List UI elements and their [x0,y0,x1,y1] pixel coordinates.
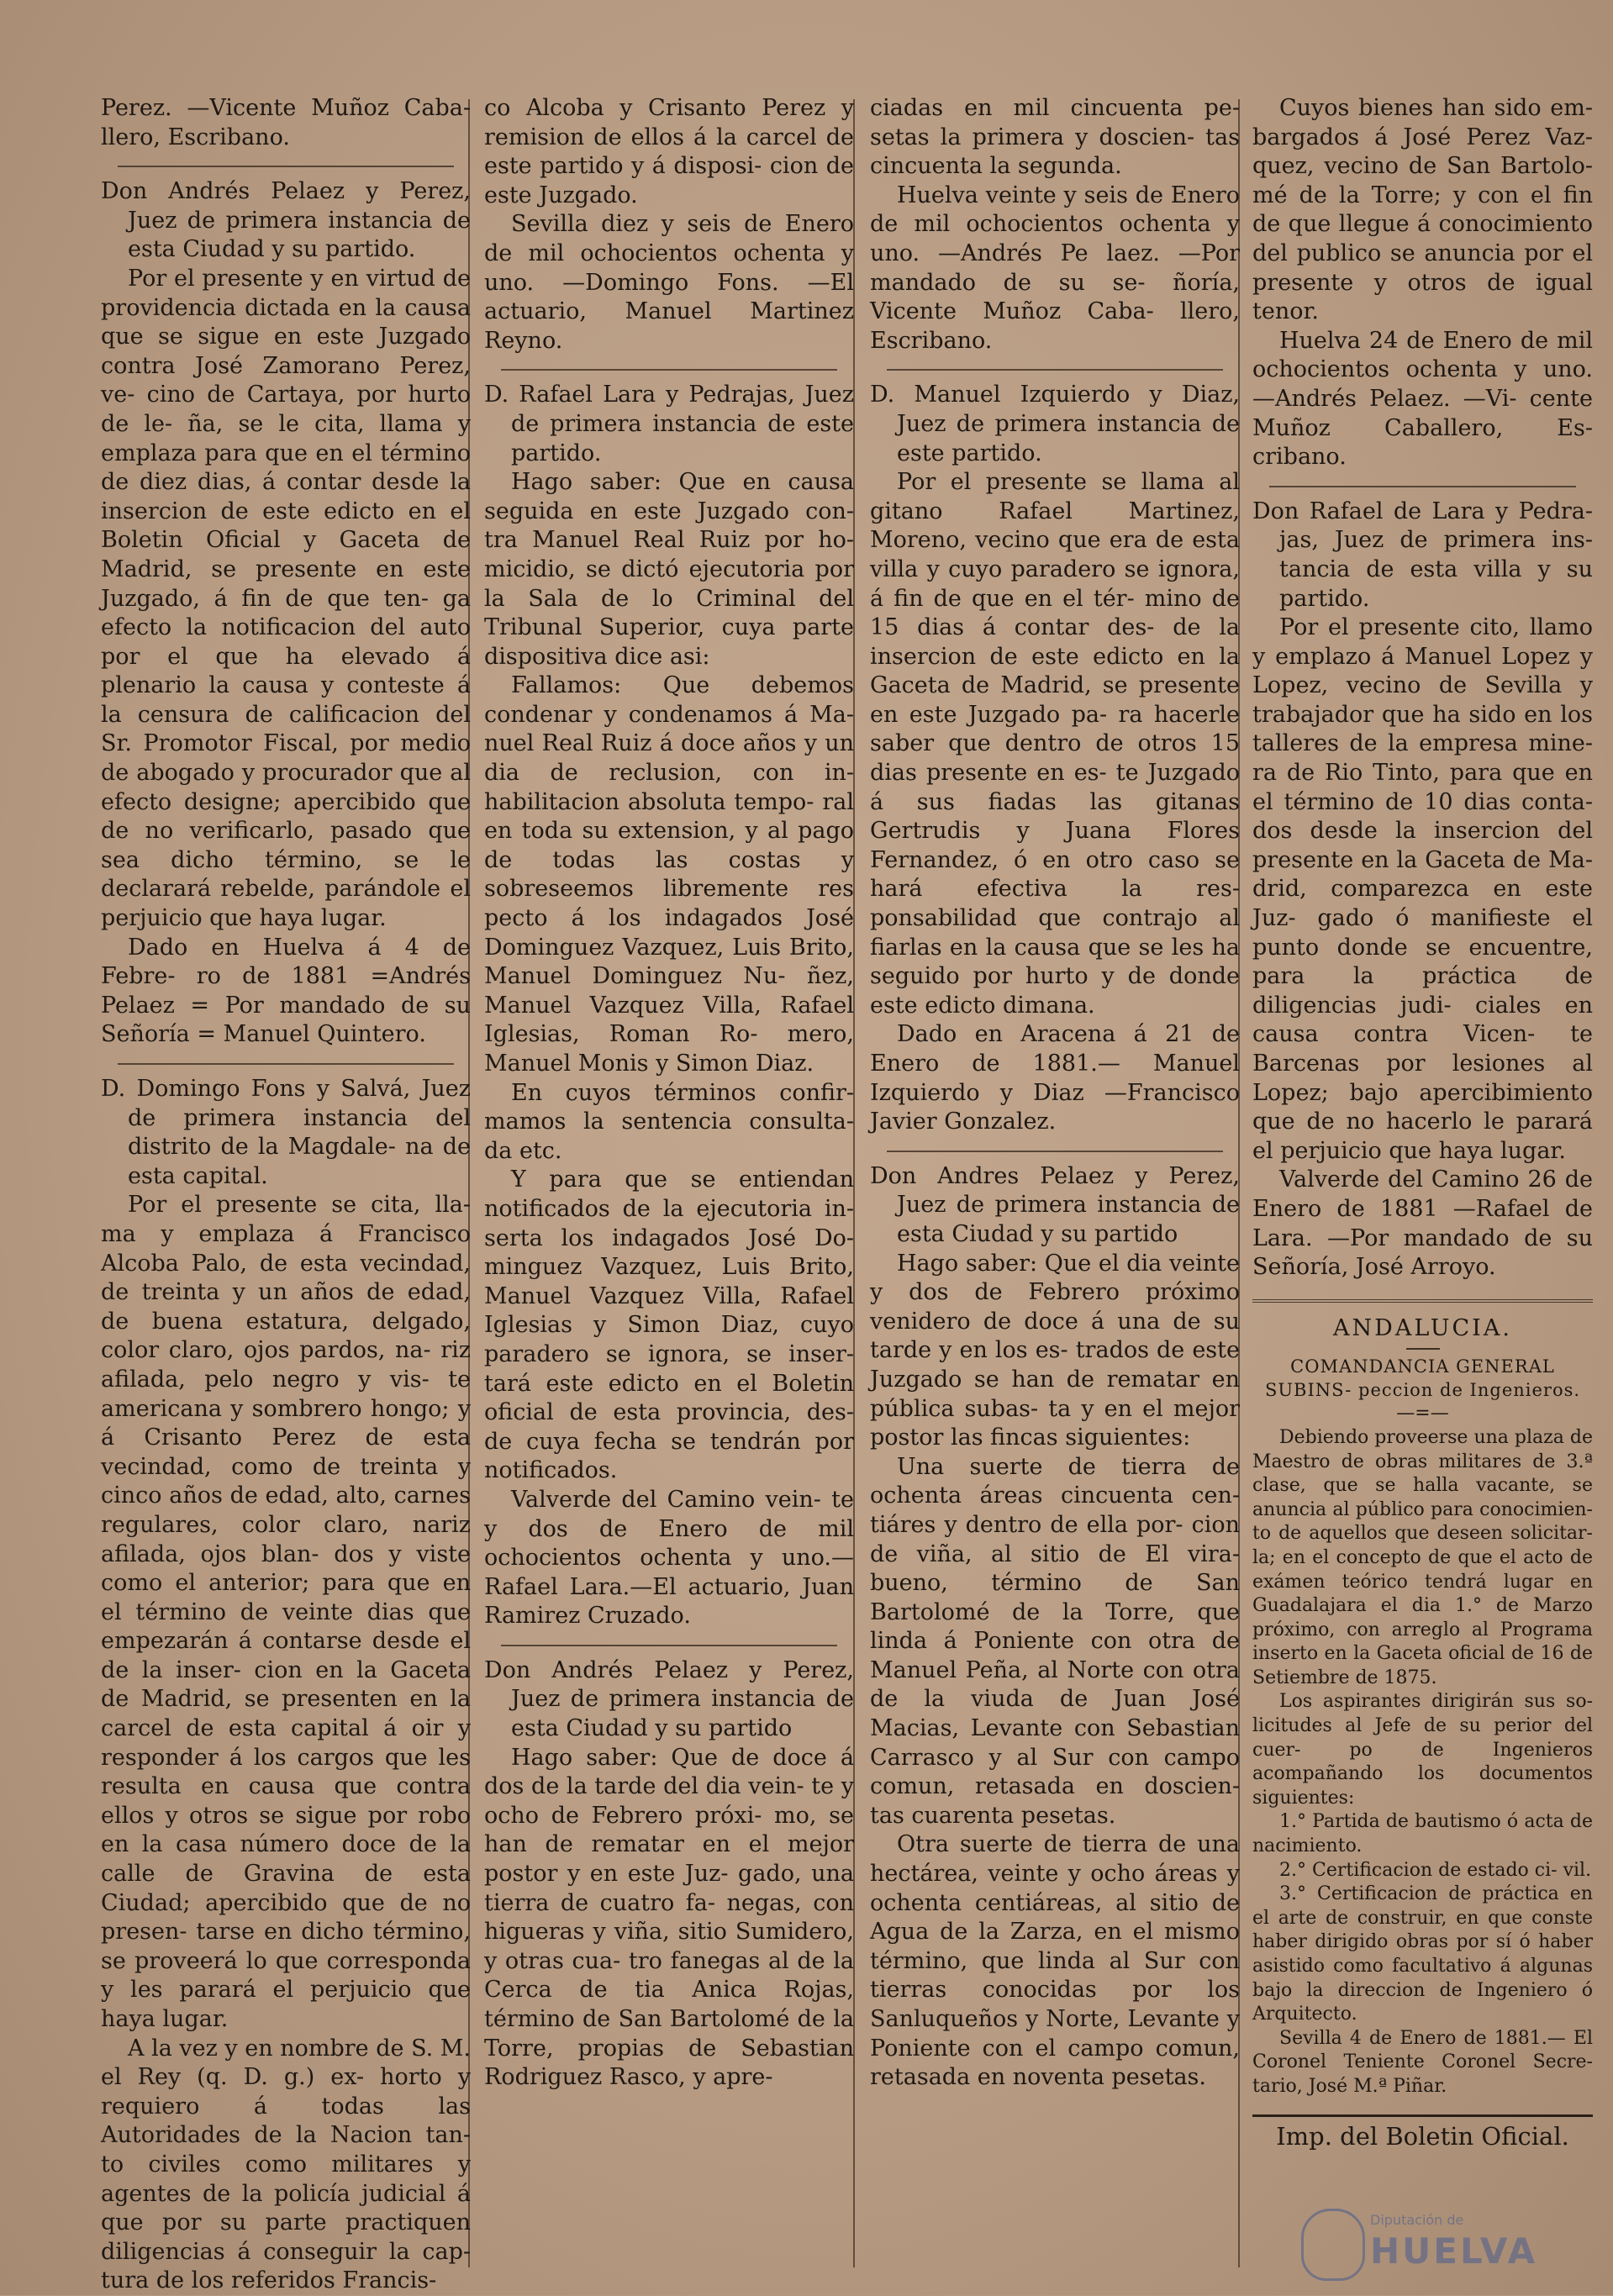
notice-body: Hago saber: Que de doce á dos de la tarde del dia vein- te y ocho de Febrero próxi- mo, se han de rematar en el mejor postor y en este Juz- gado, una tierra de cuatro fa- negas, con higueras y viña, sitio Sumidero, y otras cua- tro fanegas al de la Cerca de tia Anica Rojas, término de San Bartolomé de la Torre, propias de Sebastian Rodriguez Rasco, y apre- [484,1744,854,2091]
separator [501,369,837,371]
notice-body: Por el presente se llama al gitano Rafael Martinez, Moreno, vecino que era de esta villa y cuyo paradero se ignora, á fin de que en el tér- mino de 15 dias á contar des- de la insercion de este edicto en la Gaceta de Madrid, se presente en este Juzgado pa- ra hacerle saber que dentro de otros 15 dias presente en es- te Juzgado á sus fiadas las gitanas Gertrudis y Juana Flores Fernandez, ó en otro caso se hará efectiva la res- ponsabilidad que contrajo al fiarlas en la causa que se les ha seguido por hurto y de donde este edicto dimana. [870,469,1240,1019]
section-rule [1252,1299,1593,1303]
coat-of-arms-icon [1301,2209,1365,2281]
notice-signature: Sevilla diez y seis de Enero de mil ochocientos ochenta y uno. —Domingo Fons. —El actuario, Manuel Martinez Reyno. [484,211,854,354]
notice-continuation: ciadas en mil cincuenta pe- setas la primera y doscien- tas cincuenta la segunda. [870,95,1240,180]
notice-body: Otra suerte de tierra de una hectárea, veinte y ocho áreas y ochenta centiáreas, al sitio de Agua de la Zarza, en el mismo término, que linda al Sur con tierras conocidas por los Sanluqueños y Norte, Levante y Poniente con el campo comun, retasada en noventa pesetas. [870,1831,1240,2091]
column-3 [870,94,1240,2093]
separator [501,1645,837,1646]
notice-continuation: Cuyos bienes han sido em- bargados á José Perez Vaz- quez, vecino de San Bartolo- mé de la Torre; y con el fin de que llegue á conocimiento del publico se anuncia por el presente y otros de igual tenor. [1252,95,1593,325]
separator [118,1063,454,1065]
notice-heading: D. Manuel Izquierdo y Diaz, Juez de primera instancia de este partido. [870,382,1240,466]
notice-signature: Valverde del Camino vein- te y dos de Enero de mil ochocientos ochenta y uno.— Rafael Lara.—El actuario, Juan Ramirez Cruzado. [484,1486,854,1630]
notice-heading: Don Andres Pelaez y Perez, Juez de primera instancia de esta Ciudad y su partido [870,1162,1240,1247]
separator [887,1151,1223,1152]
notice-body: Por el presente se cita, lla- ma y emplaza á Francisco Alcoba Palo, de esta vecindad, de treinta y un años de edad, de buena estatura, delgado, color claro, ojos pardos, na- riz afilada, pelo negro y vis- te americana y sombrero hongo; y á Crisanto Perez de esta vecindad, como de treinta y cinco años de edad, alto, carnes regulares, color claro, nariz afilada, ojos blan- dos y viste como el anterior; para que en el término de veinte dias que empezarán á contarse desde el de la inser- cion en la Gaceta de Madrid, se presenten en la carcel de esta capital á oir y responder á los cargos que les resulta en causa que contra ellos y otros se sigue por robo en la casa número doce de la calle de Gravina de esta Ciudad; apercibido que de no presen- tarse en dicho término, se proveerá lo que corresponda y les parará el perjuicio que haya lugar. [101,1192,471,2032]
notice-heading: D. Rafael Lara y Pedrajas, Juez de primera instancia de este partido. [484,382,854,466]
notice-body: Y para que se entiendan notificados de la ejecutoria in- serta los indagados José Do- minguez Vazquez, Luis Brito, Manuel Vazquez Villa, Rafael Iglesias y Simon Diaz, cuyo paradero se ignora, se inser- tará este edicto en el Boletin oficial de esta provincia, des- de cuya fecha se tendrán por notificados. [484,1166,854,1484]
archive-stamp [1301,2209,1587,2278]
printer-imprint: Imp. del Boletin Oficial. [1252,2114,1593,2151]
column-2 [484,94,854,2093]
notice-body: Por el presente cito, llamo y emplazo á Manuel Lopez y Lopez, vecino de Sevilla y trabajador que ha sido en los talleres de la empresa mine- ra de Rio Tinto, para que en el término de 10 dias conta- dos desde la insercion del presente en la Gaceta de Ma- drid, comparezca en este Juz- gado ó manifieste el punto donde se encuentre, para la práctica de diligencias judi- ciales en causa contra Vicen- te Barcenas por lesiones al Lopez; bajo apercibimiento que de no hacerlo le parará el perjuicio que haya lugar. [1252,614,1593,1164]
notice-heading: Don Rafael de Lara y Pedra- jas, Juez de primera ins- tancia de esta villa y su partido. [1252,498,1593,612]
separator [1269,486,1576,487]
stamp-line-1: Diputación de [1370,2212,1464,2228]
notice-body: En cuyos términos confir- mamos la sentencia consulta- da etc. [484,1079,854,1164]
document-item: 1.° Partida de bautismo ó acta de nacimiento. [1252,1811,1593,1857]
notice-signature: Huelva 24 de Enero de mil ochocientos ochenta y uno. —Andrés Pelaez. —Vi- cente Muñoz Caballero, Es- cribano. [1252,327,1593,471]
notice-continuation: co Alcoba y Crisanto Perez y remision de ellos á la carcel de este partido y á disposi- cion de este Juzgado. [484,95,854,208]
notice-signature: Dado en Aracena á 21 de Enero de 1881.— Manuel Izquierdo y Diaz —Francisco Javier Gonzalez. [870,1021,1240,1135]
short-rule [1406,1348,1440,1350]
notice-body: A la vez y en nombre de S. M. el Rey (q. D. g.) ex- horto y requiero á todas las Autoridades de la Nacion tan- to civiles como militares y agentes de la policía judicial á que por su parte practiquen diligencias á conseguir la cap- tura de los referidos Francis- [101,2035,471,2294]
separator [118,166,454,167]
section-heading: ANDALUCIA. [1333,1314,1512,1341]
subsection-heading: COMANDANCIA GENERAL SUBINS- peccion de Ingenieros. [1264,1356,1581,1401]
document-item: 3.° Certificacion de práctica en el arte de construir, en que conste haber dirigido obras por sí ó haber asistido como facultativo á algunas bajo la direccion de Ingeniero ó Arquitecto. [1252,1883,1593,2025]
document-item: 2.° Certificacion de estado ci- vil. [1279,1859,1592,1881]
notice-signature: Sevilla 4 de Enero de 1881.— El Coronel Teniente Coronel Secre- tario, José M.ª Piñar. [1252,2027,1593,2097]
column-1 [101,94,471,2296]
notice-body: Hago saber: Que en causa seguida en este Juzgado con- tra Manuel Real Ruiz por ho- micidio, se dictó ejecutoria por la Sala de lo Criminal del Tribunal Superior, cuya parte dispositiva dice asi: [484,469,854,670]
notice-body: Una suerte de tierra de ochenta áreas cincuenta cen- tiáres y dentro de ella por- cion de viña, al sitio de El vira-bueno, término de San Bartolomé de la Torre, que linda á Poniente con otra de Manuel Peña, al Norte con otra de la viuda de Juan José Macias, Levante con Sebastian Carrasco y al Sur con campo comun, retasada en doscien- tas cuarenta pesetas. [870,1453,1240,1829]
notice-body: Hago saber: Que el dia veinte y dos de Febrero próximo venidero de doce á una de su tarde y en los es- trados de este Juzgado se han de rematar en pública subas- ta y en el mejor postor las fincas siguientes: [870,1250,1240,1451]
notice-body: Por el presente y en virtud de providencia dictada en la causa que se sigue en este Juzgado contra José Zamorano Perez, ve- cino de Cartaya, por hurto de le- ña, se le cita, llama y emplaza para que en el término de diez dias, á contar desde la insercion de este edicto en el Boletin Oficial y Gaceta de Madrid, se presente en este Juzgado, á fin de que ten- ga efecto la notificacion del auto por el que ha elevado á plenario la causa y conteste á la censura de calificacion del Sr. Promotor Fiscal, por medio de abogado y procurador que al efecto designe; apercibido que de no verificarlo, pasado que sea dicho término, se le declarará rebelde, parándole el perjuicio que haya lugar. [101,265,471,932]
stamp-line-2: HUELVA [1370,2230,1538,2272]
notice-signature: Dado en Huelva á 4 de Febre- ro de 1881 =Andrés Pelaez = Por mandado de su Señoría = Manuel Quintero. [101,934,471,1048]
notice-signature: Huelva veinte y seis de Enero de mil ochocientos ochenta y uno. —Andrés Pe laez. —Por mandado de su se- ñoría, Vicente Muñoz Caba- llero, Escribano. [870,182,1240,354]
notice-heading: D. Domingo Fons y Salvá, Juez de primera instancia del distrito de la Magdale- na de esta capital. [101,1076,471,1189]
notice-heading: Don Andrés Pelaez y Perez, Juez de primera instancia de esta Ciudad y su partido. [101,178,471,263]
notice-body: Fallamos: Que debemos condenar y condenamos á Ma- nuel Real Ruiz á doce años y un dia de reclusion, con in- habilitacion absoluta tempo- ral en toda su extension, y al pago de todas las costas y sobreseemos libremente res pecto á los indagados José Dominguez Vazquez, Luis Brito, Manuel Dominguez Nu- ñez, Manuel Vazquez Villa, Rafael Iglesias, Roman Ro- mero, Manuel Monis y Simon Diaz. [484,672,854,1077]
separator [887,369,1223,371]
notice-continuation: Perez. —Vicente Muñoz Caba- llero, Escribano. [101,95,471,150]
column-4 [1252,94,1593,2151]
notice-body: Los aspirantes dirigirán sus so- licitudes al Jefe de su perior del cuer- po de Ingenieros acompañando los documentos siguientes: [1252,1691,1593,1809]
ornament-mark: —=— [1396,1403,1449,1424]
notice-body: Debiendo proveerse una plaza de Maestro de obras militares de 3.ª clase, que se halla vacante, se anuncia al público para conocimien- to de aquellos que deseen solicitar- la; en el concepto de que el acto de exámen teórico tendrá lugar en Guadalajara el dia 1.° de Marzo próximo, con arreglo al Programa inserto en la Gaceta oficial de 16 de Setiembre de 1875. [1252,1426,1593,1688]
notice-heading: Don Andrés Pelaez y Perez, Juez de primera instancia de esta Ciudad y su partido [484,1656,854,1742]
notice-signature: Valverde del Camino 26 de Enero de 1881 —Rafael de Lara. —Por mandado de su Señoría, José Arroyo. [1252,1166,1593,1281]
